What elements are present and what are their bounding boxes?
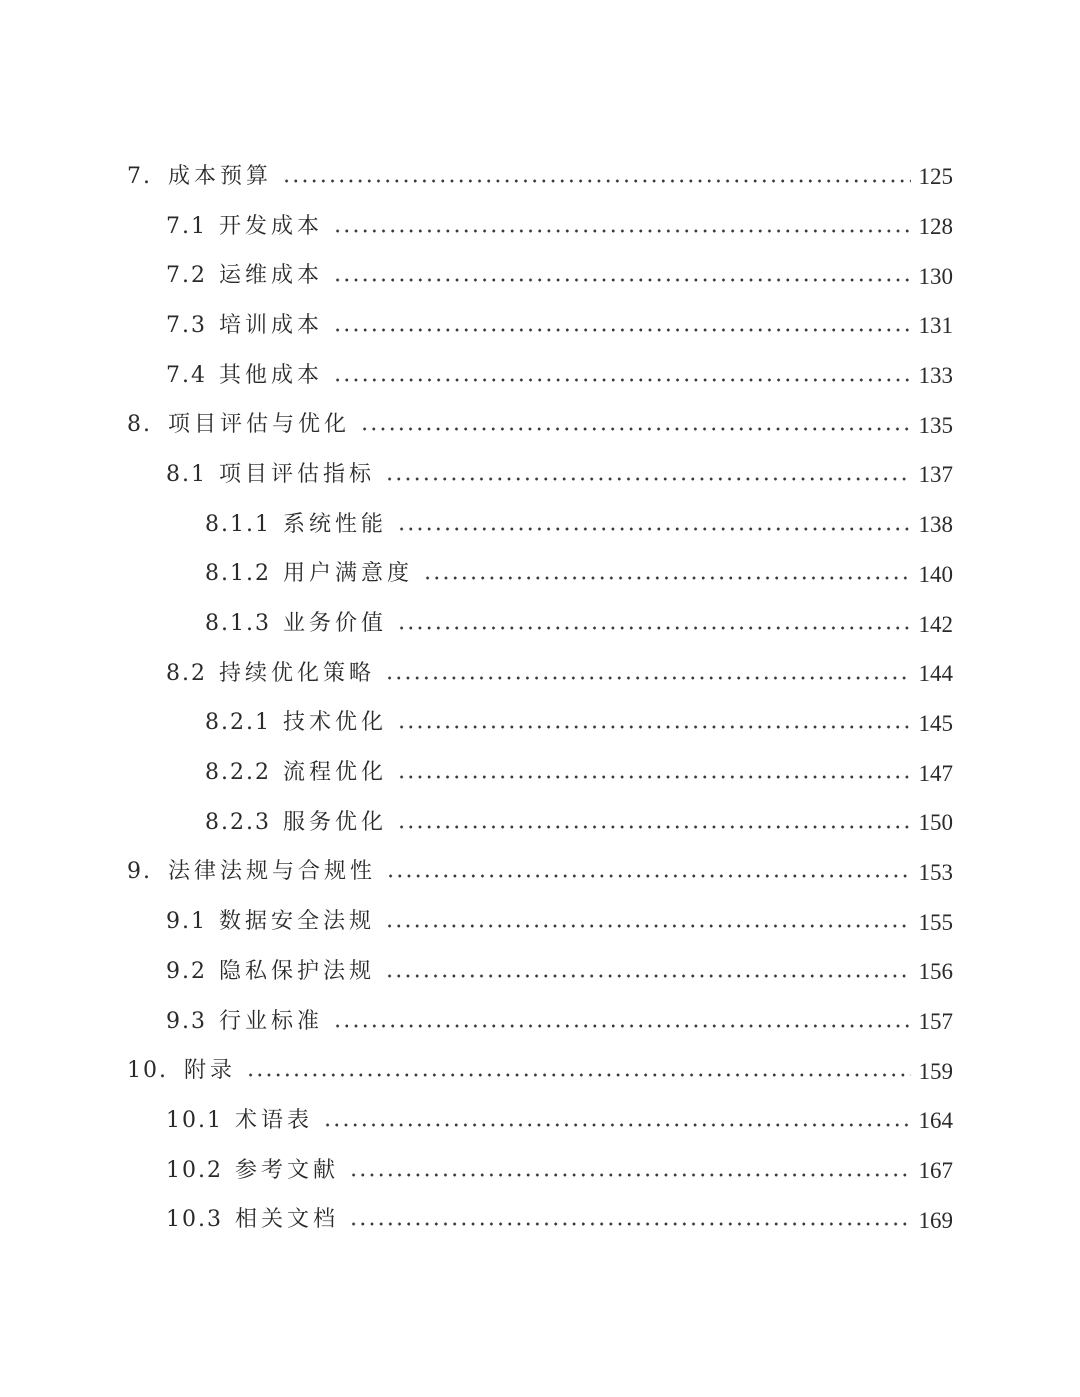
toc-entry[interactable]: [0, 1146, 1080, 1196]
dot-leader: [423, 576, 911, 580]
toc-entry[interactable]: [0, 351, 1080, 401]
dot-leader: [333, 378, 910, 382]
toc-entry-number: 7.3: [166, 312, 207, 338]
toc-entry-number: 8.2.3: [205, 809, 271, 835]
toc-entry-page-number: 157: [918, 1009, 953, 1035]
dot-leader: [385, 974, 910, 978]
toc-entry-title: 成本预算: [168, 163, 273, 189]
toc-entry-title: 术语表: [234, 1107, 313, 1133]
dot-leader: [397, 626, 911, 630]
toc-entry-number: 8.: [127, 412, 152, 438]
toc-entry-title: 持续优化策略: [219, 660, 376, 686]
toc-entry[interactable]: [0, 798, 1080, 848]
toc-entry-page-number: 125: [918, 164, 953, 190]
dot-leader: [385, 676, 910, 680]
toc-entry-number: 10.1: [166, 1107, 223, 1133]
dot-leader: [333, 278, 910, 282]
dot-leader: [397, 527, 911, 531]
toc-entry-number: 8.2.1: [205, 710, 271, 736]
toc-entry-title: 行业标准: [219, 1008, 324, 1034]
toc-entry-title: 服务优化: [282, 809, 387, 835]
toc-entry[interactable]: [0, 500, 1080, 550]
toc-entry-title: 开发成本: [219, 213, 324, 239]
toc-entry[interactable]: [0, 251, 1080, 301]
toc-entry-number: 8.2.2: [205, 760, 271, 786]
toc-entry-page-number: 153: [918, 859, 953, 885]
toc-entry-page-number: 142: [918, 611, 953, 637]
toc-entry-number: 8.1.3: [205, 611, 271, 637]
dot-leader: [333, 229, 910, 233]
toc-entry[interactable]: [0, 649, 1080, 699]
dot-leader: [386, 874, 910, 878]
toc-entry-page-number: 135: [918, 412, 953, 438]
toc-entry-title: 用户满意度: [282, 561, 413, 587]
toc-entry-number: 10.3: [166, 1207, 223, 1233]
toc-entry-page-number: 155: [918, 909, 953, 935]
toc-entry-page-number: 133: [918, 363, 953, 389]
toc-entry-title: 业务价值: [282, 611, 387, 637]
toc-entry-title: 法律法规与合规性: [168, 859, 377, 885]
toc-entry[interactable]: [0, 202, 1080, 252]
toc-entry-title: 培训成本: [219, 312, 324, 338]
toc-entry-page-number: 159: [918, 1058, 953, 1084]
toc-entry-page-number: 156: [918, 959, 953, 985]
dot-leader: [397, 775, 911, 779]
toc-entry-page-number: 167: [918, 1158, 953, 1184]
toc-entry[interactable]: [0, 599, 1080, 649]
toc-entry-title: 数据安全法规: [219, 909, 376, 935]
dot-leader: [397, 725, 911, 729]
toc-entry[interactable]: [0, 748, 1080, 798]
toc-entry-number: 7.1: [166, 213, 207, 239]
dot-leader: [323, 1123, 911, 1127]
toc-entry-title: 运维成本: [219, 263, 324, 289]
toc-entry-number: 8.1.2: [205, 561, 271, 587]
toc-entry[interactable]: [0, 997, 1080, 1047]
toc-entry[interactable]: [0, 450, 1080, 500]
toc-entry[interactable]: [0, 400, 1080, 450]
toc-entry[interactable]: [0, 152, 1080, 202]
toc-entry-page-number: 137: [918, 462, 953, 488]
toc-entry[interactable]: [0, 947, 1080, 997]
toc-entry-page-number: 169: [918, 1207, 953, 1233]
toc-entry[interactable]: [0, 1046, 1080, 1096]
toc-entry[interactable]: [0, 897, 1080, 947]
toc-entry-number: 9.3: [166, 1008, 207, 1034]
toc-entry-title: 系统性能: [282, 511, 387, 537]
dot-leader: [349, 1173, 911, 1177]
toc-entry-title: 项目评估指标: [219, 461, 376, 487]
dot-leader: [385, 477, 910, 481]
table-of-contents: [0, 152, 1080, 1245]
toc-entry[interactable]: [0, 848, 1080, 898]
toc-entry-page-number: 147: [918, 760, 953, 786]
toc-entry-number: 8.1: [166, 461, 207, 487]
toc-entry-title: 其他成本: [219, 362, 324, 388]
toc-entry[interactable]: [0, 699, 1080, 749]
dot-leader: [333, 1024, 910, 1028]
toc-entry-number: 7.: [127, 163, 152, 189]
dot-leader: [333, 328, 910, 332]
dot-leader: [349, 1222, 911, 1226]
toc-entry-number: 9.: [127, 859, 152, 885]
toc-entry-page-number: 150: [918, 810, 953, 836]
toc-entry-page-number: 138: [918, 512, 953, 538]
toc-entry-title: 技术优化: [282, 710, 387, 736]
dot-leader: [282, 179, 910, 183]
toc-entry-page-number: 144: [918, 661, 953, 687]
toc-entry-page-number: 164: [918, 1108, 953, 1134]
toc-entry-number: 10.: [127, 1058, 168, 1084]
toc-entry-page-number: 131: [918, 313, 953, 339]
toc-entry-title: 附录: [184, 1058, 237, 1084]
toc-entry-title: 参考文献: [234, 1157, 339, 1183]
toc-entry-page-number: 130: [918, 263, 953, 289]
toc-entry-title: 流程优化: [282, 760, 387, 786]
toc-entry-title: 相关文档: [234, 1207, 339, 1233]
toc-entry[interactable]: [0, 550, 1080, 600]
toc-entry-title: 项目评估与优化: [168, 412, 351, 438]
dot-leader: [360, 427, 910, 431]
toc-entry-number: 9.2: [166, 958, 207, 984]
dot-leader: [246, 1073, 910, 1077]
dot-leader: [397, 825, 911, 829]
toc-entry-page-number: 145: [918, 710, 953, 736]
toc-entry-number: 10.2: [166, 1157, 223, 1183]
toc-entry-number: 8.1.1: [205, 511, 271, 537]
dot-leader: [385, 924, 910, 928]
toc-entry[interactable]: [0, 1096, 1080, 1146]
toc-entry-number: 9.1: [166, 909, 207, 935]
toc-entry-page-number: 128: [918, 214, 953, 240]
toc-entry-number: 8.2: [166, 660, 207, 686]
toc-entry[interactable]: [0, 1195, 1080, 1245]
toc-entry-number: 7.4: [166, 362, 207, 388]
toc-entry[interactable]: [0, 301, 1080, 351]
toc-entry-title: 隐私保护法规: [219, 958, 376, 984]
toc-entry-number: 7.2: [166, 263, 207, 289]
toc-entry-page-number: 140: [918, 561, 953, 587]
